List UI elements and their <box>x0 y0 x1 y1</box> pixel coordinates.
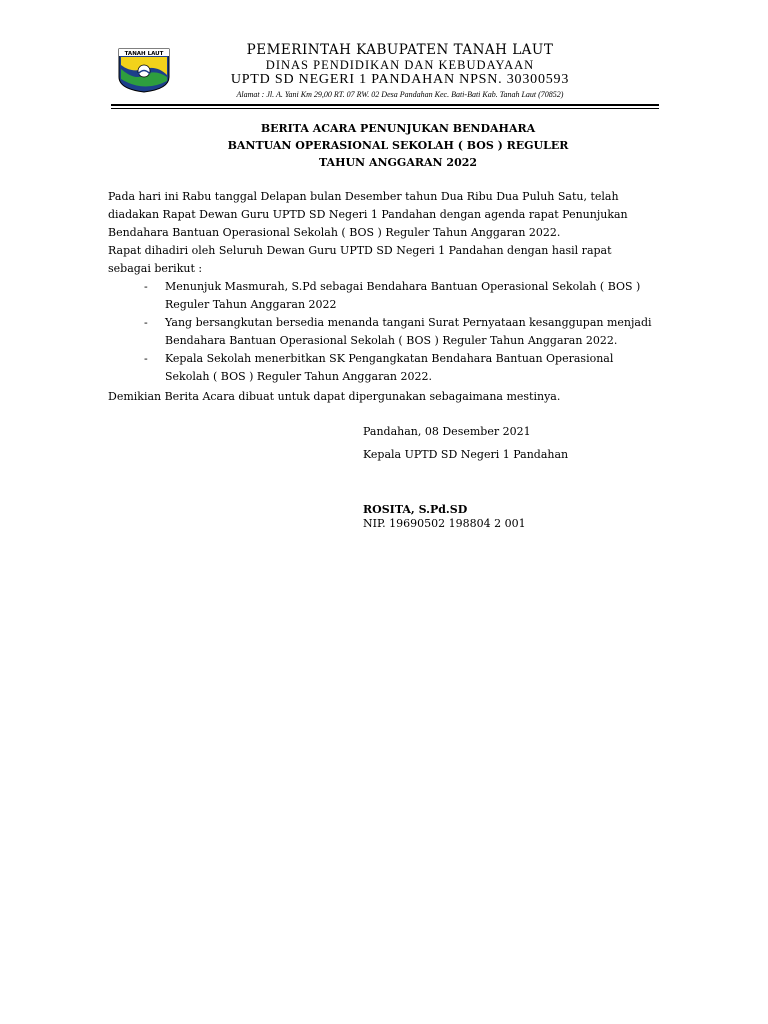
closing-statement: Demikian Berita Acara dibuat untuk dapat dipergunakan sebagaimana mestinya. <box>108 390 561 403</box>
logo-text: TANAH LAUT <box>124 51 164 57</box>
document-title-line-3: TAHUN ANGGARAN 2022 <box>318 156 478 169</box>
list-dash: - <box>144 352 148 365</box>
paragraph-line: Pada hari ini Rabu tanggal Delapan bulan Desember tahun Dua Ribu Dua Puluh Satu, telah <box>108 190 619 203</box>
document-title-line-2: BANTUAN OPERASIONAL SEKOLAH ( BOS ) REGULER <box>227 139 569 152</box>
list-item-line: Reguler Tahun Anggaran 2022 <box>165 298 337 311</box>
paragraph-line: Rapat dihadiri oleh Seluruh Dewan Guru UPTD SD Negeri 1 Pandahan dengan hasil rapat <box>108 244 612 257</box>
list-item-line: Yang bersangkutan bersedia menanda tangani Surat Pernyataan kesanggupan menjadi <box>165 316 652 329</box>
signer-nip: NIP. 19690502 198804 2 001 <box>363 517 526 530</box>
regency-logo <box>117 47 171 93</box>
place-and-date: Pandahan, 08 Desember 2021 <box>363 425 531 438</box>
document-title-line-1: BERITA ACARA PENUNJUKAN BENDAHARA <box>260 122 536 135</box>
school-name: UPTD SD NEGERI 1 PANDAHAN NPSN. 30300593 <box>230 72 570 87</box>
signer-name: ROSITA, S.Pd.SD <box>363 503 468 516</box>
list-item-line: Kepala Sekolah menerbitkan SK Pengangkatan Bendahara Bantuan Operasional <box>165 352 614 365</box>
list-item <box>144 350 664 386</box>
body-paragraph <box>108 188 668 278</box>
list-item <box>144 314 664 350</box>
letterhead-divider <box>111 104 659 106</box>
list-item-line: Bendahara Bantuan Operasional Sekolah ( BOS ) Reguler Tahun Anggaran 2022. <box>165 334 618 347</box>
list-dash: - <box>144 280 148 293</box>
signer-position: Kepala UPTD SD Negeri 1 Pandahan <box>363 448 569 461</box>
list-item <box>144 278 664 314</box>
letterhead-divider-thin <box>111 108 659 109</box>
government-name: PEMERINTAH KABUPATEN TANAH LAUT <box>246 42 554 58</box>
list-item-line: Sekolah ( BOS ) Reguler Tahun Anggaran 2022. <box>165 370 432 383</box>
school-address: Alamat : Jl. A. Yani Km 29,00 RT. 07 RW. 02 Desa Pandahan Kec. Bati-Bati Kab. Tanah Laut (70852) <box>236 90 564 99</box>
paragraph-line: diadakan Rapat Dewan Guru UPTD SD Negeri 1 Pandahan dengan agenda rapat Penunjukan <box>108 208 628 221</box>
list-dash: - <box>144 316 148 329</box>
paragraph-line: sebagai berikut : <box>108 262 203 275</box>
paragraph-line: Bendahara Bantuan Operasional Sekolah ( BOS ) Reguler Tahun Anggaran 2022. <box>108 226 561 239</box>
list-item-line: Menunjuk Masmurah, S.Pd sebagai Bendahara Bantuan Operasional Sekolah ( BOS ) <box>165 280 641 293</box>
meeting-results-list <box>144 278 664 386</box>
department-name: DINAS PENDIDIKAN DAN KEBUDAYAAN <box>265 58 535 72</box>
